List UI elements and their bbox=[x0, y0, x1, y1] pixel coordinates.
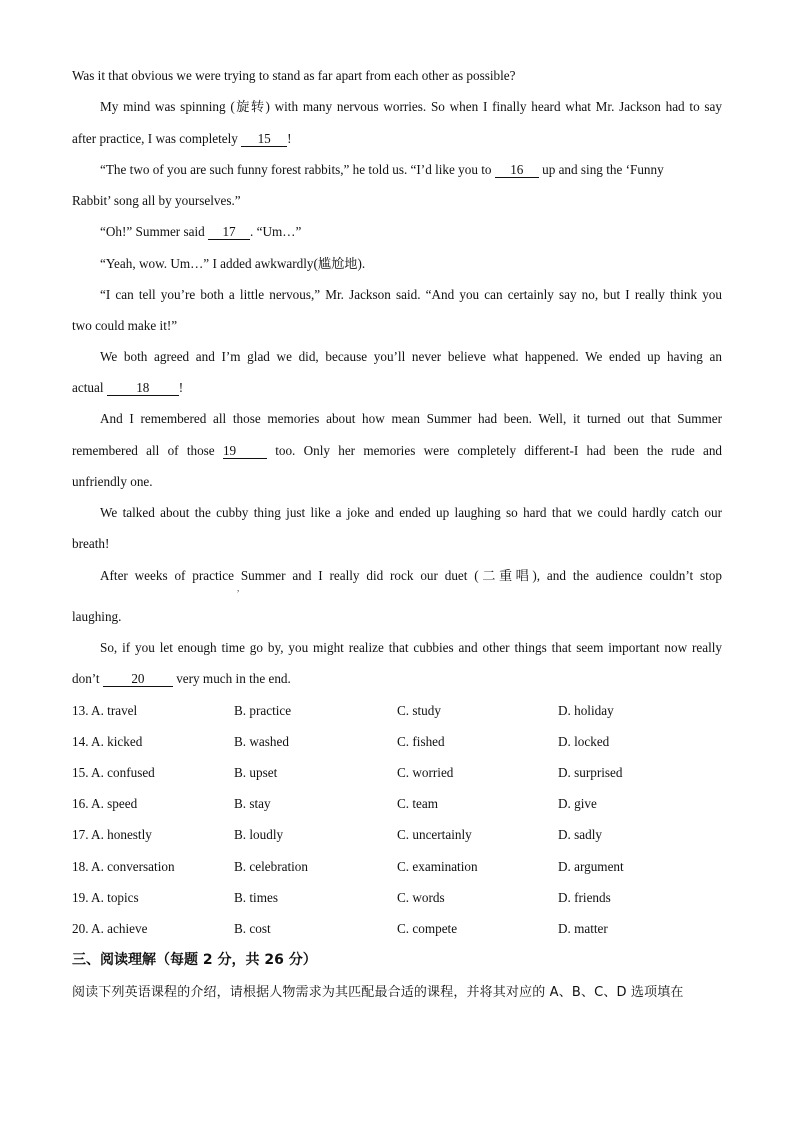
option-a: 19. A. topics bbox=[72, 890, 139, 905]
question-options-13 bbox=[72, 702, 722, 720]
question-options-17 bbox=[72, 826, 722, 844]
passage-line: “I can tell you’re both a little nervous,” Mr. Jackson said. “And you can certainly say no, but I really think you bbox=[100, 287, 722, 302]
passage-line: remembered all of those 19 too. Only her memories were completely different-I had been the rude and bbox=[72, 443, 723, 458]
option-b: B. celebration bbox=[234, 859, 308, 874]
passage-line: And I remembered all those memories about how mean Summer had been. Well, it turned out that Summer bbox=[100, 411, 722, 426]
option-c: C. examination bbox=[397, 859, 478, 874]
passage-line: don’t 20 very much in the end. bbox=[72, 671, 291, 686]
option-d: D. sadly bbox=[558, 827, 602, 842]
passage-line: So, if you let enough time go by, you might realize that cubbies and other things that seem important now really bbox=[100, 640, 722, 655]
option-a: 13. A. travel bbox=[72, 703, 138, 718]
passage-line: after practice, I was completely 15 ! bbox=[72, 131, 292, 146]
option-a: 15. A. confused bbox=[72, 765, 155, 780]
option-b: B. upset bbox=[234, 765, 278, 780]
passage-line: We talked about the cubby thing just like a joke and ended up laughing so hard that we could hardly catch our bbox=[100, 505, 722, 520]
option-c: C. uncertainly bbox=[397, 827, 472, 842]
question-options-14 bbox=[72, 733, 722, 751]
passage-line: “The two of you are such funny forest rabbits,” he told us. “I’d like you to 16 up and sing the ‘Funny bbox=[100, 162, 664, 177]
blank-16: 16 bbox=[495, 163, 539, 178]
option-d: D. locked bbox=[558, 734, 610, 749]
passage-line: “Yeah, wow. Um…” I added awkwardly(尴尬地). bbox=[100, 256, 366, 271]
option-c: C. words bbox=[397, 890, 445, 905]
option-b: B. washed bbox=[234, 734, 289, 749]
passage-line: My mind was spinning (旋转) with many nervous worries. So when I finally heard what Mr. Jackson had to say bbox=[100, 99, 722, 114]
option-a: 18. A. conversation bbox=[72, 859, 175, 874]
option-d: D. give bbox=[558, 796, 597, 811]
passage-line: actual 18 ! bbox=[72, 380, 184, 395]
option-b: B. cost bbox=[234, 921, 271, 936]
option-b: B. practice bbox=[234, 703, 292, 718]
passage-line: Rabbit’ song all by yourselves.” bbox=[72, 193, 241, 208]
option-a: 17. A. honestly bbox=[72, 827, 152, 842]
blank-19: 19 bbox=[223, 444, 267, 459]
option-a: 14. A. kicked bbox=[72, 734, 143, 749]
option-c: C. team bbox=[397, 796, 439, 811]
option-c: C. study bbox=[397, 703, 441, 718]
question-options-16 bbox=[72, 795, 722, 813]
option-d: D. holiday bbox=[558, 703, 614, 718]
option-b: B. stay bbox=[234, 796, 271, 811]
question-options-15 bbox=[72, 764, 722, 782]
option-d: D. friends bbox=[558, 890, 611, 905]
comma-mark: , bbox=[237, 583, 240, 593]
option-c: C. worried bbox=[397, 765, 454, 780]
option-b: B. times bbox=[234, 890, 278, 905]
passage-line: “Oh!” Summer said 17 . “Um…” bbox=[100, 224, 302, 239]
blank-15: 15 bbox=[241, 132, 287, 147]
option-d: D. surprised bbox=[558, 765, 623, 780]
option-a: 20. A. achieve bbox=[72, 921, 148, 936]
option-c: C. compete bbox=[397, 921, 458, 936]
option-c: C. fished bbox=[397, 734, 445, 749]
question-options-20 bbox=[72, 920, 722, 938]
option-b: B. loudly bbox=[234, 827, 284, 842]
section-title: 三、阅读理解（每题 2 分，共 26 分） bbox=[72, 952, 317, 968]
blank-20: 20 bbox=[103, 672, 173, 687]
passage-line: two could make it!” bbox=[72, 318, 178, 333]
blank-17: 17 bbox=[208, 225, 250, 240]
passage-line: laughing. bbox=[72, 609, 122, 624]
section-instruction: 阅读下列英语课程的介绍，请根据人物需求为其匹配最合适的课程，并将其对应的 A、B、C、D 选项填在 bbox=[72, 985, 684, 1000]
blank-18: 18 bbox=[107, 381, 179, 396]
passage-line: After weeks of practice Summer and I really did rock our duet (二重唱), and the audience couldn’t stop bbox=[100, 568, 722, 583]
passage-line: unfriendly one. bbox=[72, 474, 153, 489]
passage-line: We both agreed and I’m glad we did, because you’ll never believe what happened. We ended up having an bbox=[100, 349, 722, 364]
passage-line: breath! bbox=[72, 536, 110, 551]
option-d: D. argument bbox=[558, 859, 624, 874]
option-d: D. matter bbox=[558, 921, 608, 936]
question-options-18 bbox=[72, 858, 722, 876]
passage-line: Was it that obvious we were trying to stand as far apart from each other as possible? bbox=[72, 68, 516, 83]
question-options-19 bbox=[72, 889, 722, 907]
option-a: 16. A. speed bbox=[72, 796, 138, 811]
